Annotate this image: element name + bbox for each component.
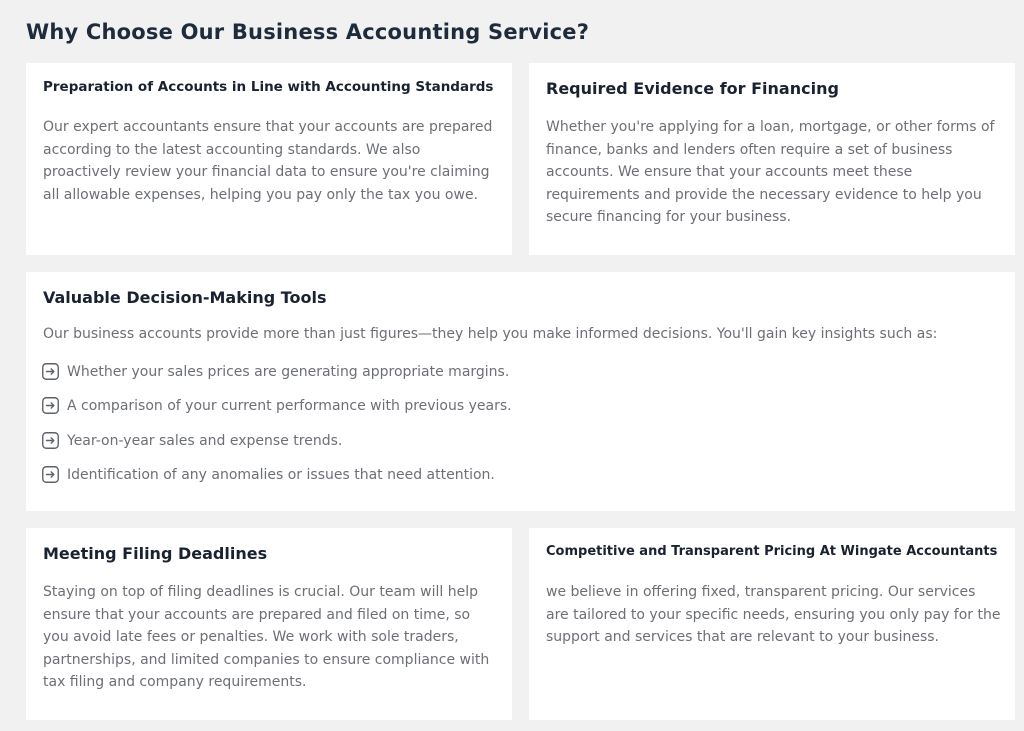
card-title: Preparation of Accounts in Line with Accounting Standards: [43, 79, 494, 95]
card-title: Competitive and Transparent Pricing At Wingate Accountants: [546, 544, 998, 559]
list-item: [42, 430, 512, 464]
list-item-text: Identification of any anomalies or issues that need attention.: [67, 466, 495, 483]
card-body: Our expert accountants ensure that your accounts are prepared according to the latest accounting standards. We also proactively review your financial data to ensure you're claiming all allowable expenses, helping you pay only the tax you owe.: [43, 119, 493, 203]
card-filing-deadlines: [26, 528, 512, 720]
arrow-right-square-icon: [42, 466, 59, 483]
arrow-right-square-icon: [42, 363, 59, 380]
card-lead-text: Our business accounts provide more than just figures—they help you make informed decisions. You'll gain key insights such as:: [43, 326, 938, 342]
list-item: [42, 395, 512, 429]
arrow-right-square-icon: [42, 432, 59, 449]
card-evidence: [529, 63, 1015, 255]
insight-list: [42, 361, 512, 498]
card-title: Valuable Decision-Making Tools: [43, 288, 327, 307]
card-body: we believe in offering fixed, transparent pricing. Our services are tailored to your specific needs, ensuring you only pay for the support and services that are relevant to your business.: [546, 584, 1001, 646]
card-title: Required Evidence for Financing: [546, 79, 839, 98]
arrow-right-square-icon: [42, 397, 59, 414]
section-title: Why Choose Our Business Accounting Service?: [26, 20, 590, 44]
card-pricing: [529, 528, 1015, 720]
list-item-text: Whether your sales prices are generating appropriate margins.: [67, 364, 510, 380]
card-title: Meeting Filing Deadlines: [43, 544, 268, 563]
list-item-text: Year-on-year sales and expense trends.: [67, 432, 343, 449]
card-body: Whether you're applying for a loan, mortgage, or other forms of finance, banks and lenders often require a set of business accounts. We ensure that your accounts meet these requirements and provide the necessary evidence to help you secure financing for your business.: [546, 119, 995, 226]
card-preparation: [26, 63, 512, 255]
list-item-text: A comparison of your current performance with previous years.: [67, 398, 512, 415]
card-body: Staying on top of filing deadlines is crucial. Our team will help ensure that your accounts are prepared and filed on time, so you avoid late fees or penalties. We work with sole traders, partnerships, and limited companies to ensure compliance with tax filing and company requirements.: [43, 584, 490, 691]
list-item: [42, 464, 512, 498]
list-item: [42, 361, 512, 395]
card-decision-tools: [26, 272, 1015, 511]
